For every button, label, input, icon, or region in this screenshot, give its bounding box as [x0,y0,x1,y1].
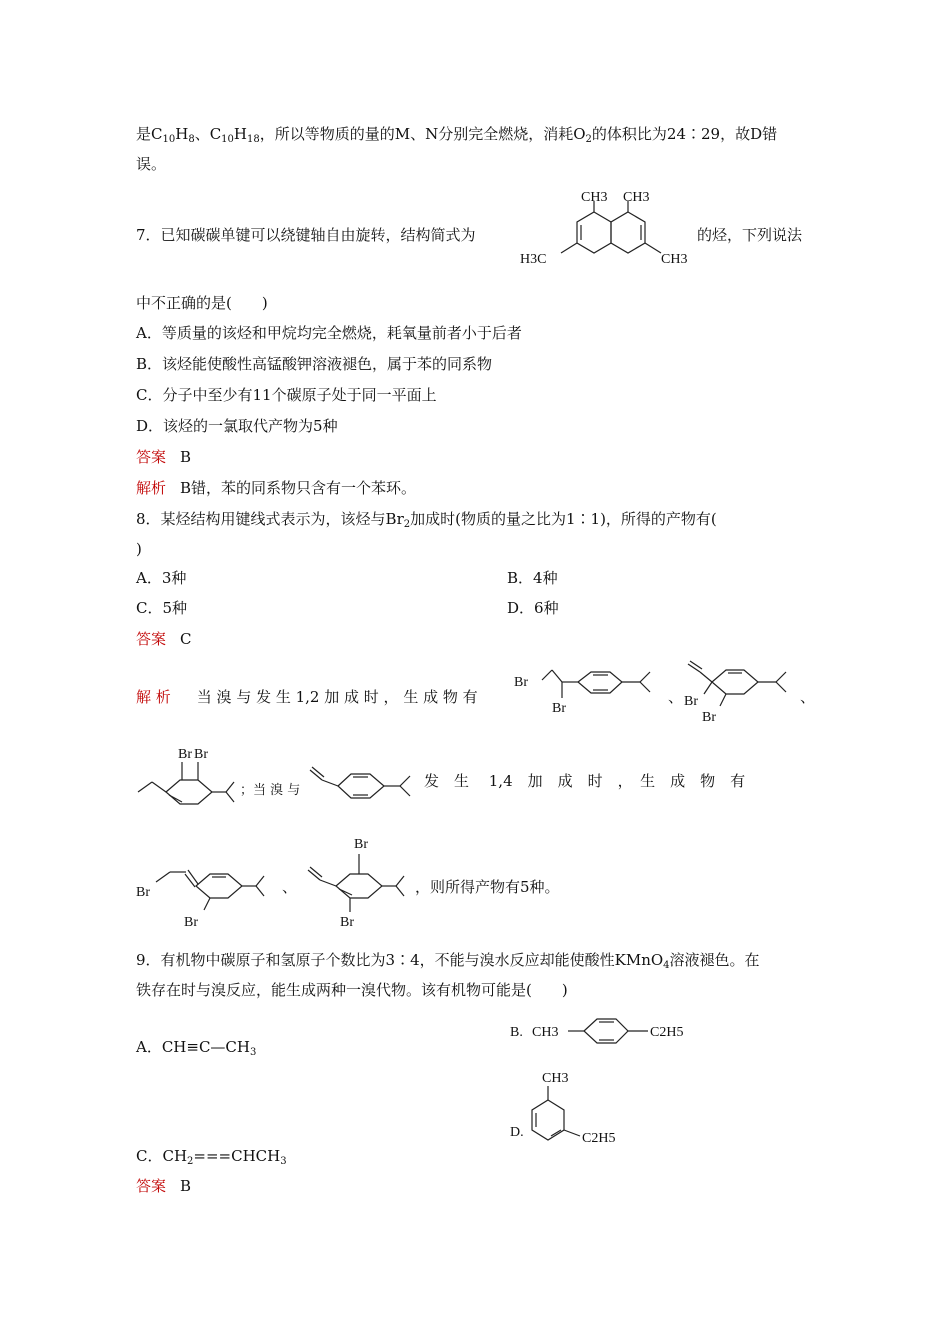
intro-line-2: 误。 [136,155,167,173]
q7-option-a: A．等质量的该烃和甲烷均完全燃烧，耗氧量前者小于后者 [136,324,522,342]
q9-d-ch3: CH3 [542,1071,569,1086]
bromine-label: Br [340,915,354,930]
intro-line-1: 是$C_{10}H_8$、$C_{10}H_{18}$，所以等物质的量的M、N分别完全燃烧，消耗$O_2$的体积比为24∶29，故D错 [136,125,778,145]
q8-product-2 [682,660,812,726]
q7-stem-a: 7．已知碳碳单键可以绕键轴自由旋转，结构简式为 [136,226,476,244]
q9-option-a: A．$CH\equiv C—CH_3$ [136,1038,257,1058]
q9-stem-c: 铁存在时与溴反应，能生成两种一溴代物。该有机物可能是( ) [136,981,568,999]
q8-option-a: A．3种 [136,569,187,587]
q8-sep-1: 、 [668,688,684,706]
q7-option-c: C．分子中至少有11个碳原子处于同一平面上 [136,386,437,404]
bromine-label: Br [702,710,716,725]
q7-explanation: 解析 B错，苯的同系物只含有一个苯环。 [136,479,417,497]
q7-structure [515,183,695,273]
bromine-label: Br [184,915,198,930]
q8-answer: 答案 C [136,630,192,648]
bromine-label: Br [514,675,528,690]
answer-label: 答案 [136,1177,167,1195]
q9-b-c2h5: C2H5 [650,1025,684,1040]
q9-option-b-structure [508,1012,708,1056]
q8-option-b: B．4种 [507,569,558,587]
q7-stem-b: 的烃，下列说法 [697,226,803,244]
q7-answer: 答案 B [136,448,192,466]
q7-option-b: B．该烃能使酸性高锰酸钾溶液褪色，属于苯的同系物 [136,355,493,373]
q7-ch3-a: CH3 [581,190,608,205]
q8-product-3 [134,740,254,820]
q8-option-c: C．5种 [136,599,188,617]
q9-b-label: B. [510,1025,523,1040]
q9-answer: 答案 B [136,1177,192,1195]
explanation-label: 解析 [136,479,167,497]
q9-d-label: D. [510,1125,524,1140]
q7-h3c: H3C [520,252,547,267]
q8-sep-3: 、 [282,878,298,896]
explanation-label: 解 析 [136,688,171,706]
q9-b-ch3: CH3 [532,1025,559,1040]
q8-option-d: D．6种 [507,599,559,617]
q8-reactant [306,764,424,808]
q8-sep-2: 、 [800,688,816,706]
q8-product-1 [512,660,672,716]
q7-option-d: D．该烃的一氯取代产物为5种 [136,417,338,435]
q8-exp3-end: ，则所得产物有5种。 [415,878,560,896]
q9-option-d-structure [508,1064,638,1160]
bromine-label: Br [552,701,566,716]
q8-exp2-end: 发 生 1,4 加 成 时 ， 生 成 物 有 [424,772,746,790]
bromine-label: Br [136,885,150,900]
q8-product-5 [302,832,422,932]
answer-label: 答案 [136,630,167,648]
bromine-label: Br [178,747,192,762]
q8-explanation-1: 解 析 当 溴 与 发 生 1,2 加 成 时 ， 生 成 物 有 [136,688,478,706]
bromine-label: Br [194,747,208,762]
q8-stem-a: 8．某烃结构用键线式表示为，该烃与$Br_2$加成时(物质的量之比为1∶1)，所得的产物有( [136,510,717,530]
q7-stem-c: 中不正确的是( ) [136,294,268,312]
q7-ch3-c: CH3 [661,252,688,267]
q9-option-c: C．$CH_2===CHCH_3$ [136,1147,287,1167]
bromine-label: Br [354,837,368,852]
q8-exp2-mid: ；当 溴 与 [240,783,301,798]
bromine-label: Br [684,694,698,709]
q9-d-c2h5: C2H5 [582,1131,616,1146]
q8-stem-c: ) [136,540,142,558]
q7-ch3-b: CH3 [623,190,650,205]
q8-product-4 [134,850,284,930]
q9-stem-a: 9．有机物中碳原子和氢原子个数比为3∶4，不能与溴水反应却能使酸性KMnO$_4$溶液褪色。在 [136,951,760,971]
answer-label: 答案 [136,448,167,466]
